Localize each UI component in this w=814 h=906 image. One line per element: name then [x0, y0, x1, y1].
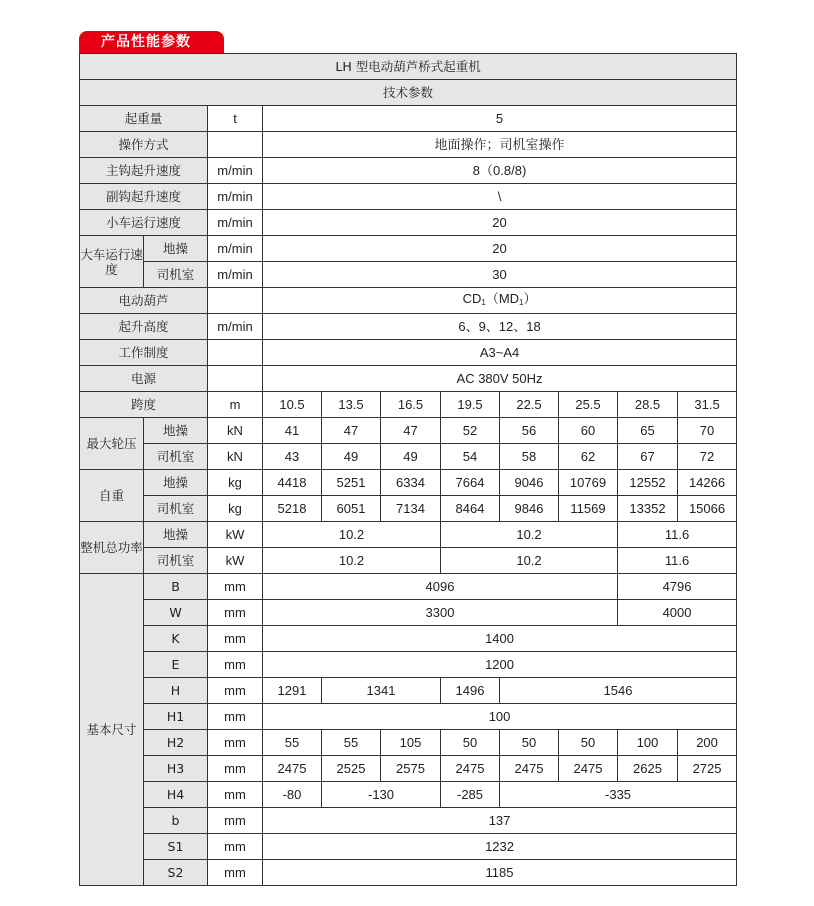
table-row	[80, 366, 737, 392]
table-row	[80, 522, 737, 548]
value-cell: 2475	[500, 756, 559, 782]
table-row	[80, 106, 737, 132]
value-cell: 1185	[263, 860, 737, 886]
sub-label: 司机室	[144, 262, 208, 288]
table-row	[80, 678, 737, 704]
value-cell: 25.5	[559, 392, 618, 418]
table-row	[80, 652, 737, 678]
value-cell: 1546	[500, 678, 737, 704]
value-cell: 62	[559, 444, 618, 470]
value-cell: \	[263, 184, 737, 210]
group-label: 整机总功率	[80, 522, 144, 574]
sub-label: H1	[144, 704, 208, 730]
unit-cell: mm	[208, 600, 263, 626]
value-cell: 52	[441, 418, 500, 444]
row-label: 起升高度	[80, 314, 208, 340]
unit-cell	[208, 366, 263, 392]
table-row	[80, 756, 737, 782]
value-cell: 22.5	[500, 392, 559, 418]
unit-cell: mm	[208, 834, 263, 860]
value-cell: 20	[263, 236, 737, 262]
value-cell: 6051	[322, 496, 381, 522]
group-label: 最大轮压	[80, 418, 144, 470]
table-row	[80, 444, 737, 470]
unit-cell: kg	[208, 470, 263, 496]
table-row	[80, 340, 737, 366]
table-row	[80, 132, 737, 158]
value-cell: 105	[381, 730, 441, 756]
value-cell: 20	[263, 210, 737, 236]
table-row	[80, 834, 737, 860]
value-cell: 10.5	[263, 392, 322, 418]
table-row	[80, 210, 737, 236]
unit-cell: kN	[208, 418, 263, 444]
value-cell: 100	[263, 704, 737, 730]
table-row	[80, 288, 737, 314]
sub-label: S2	[144, 860, 208, 886]
value-cell: 4000	[618, 600, 737, 626]
table-row	[80, 730, 737, 756]
sub-label: H2	[144, 730, 208, 756]
table-row	[80, 236, 737, 262]
unit-cell: kW	[208, 548, 263, 574]
sub-label: H	[144, 678, 208, 704]
unit-cell: mm	[208, 756, 263, 782]
value-cell: 49	[322, 444, 381, 470]
value-cell: 2525	[322, 756, 381, 782]
unit-cell: t	[208, 106, 263, 132]
row-label: 小车运行速度	[80, 210, 208, 236]
value-cell: 50	[441, 730, 500, 756]
value-cell: 7134	[381, 496, 441, 522]
value-cell: 200	[678, 730, 737, 756]
spec-table	[79, 53, 737, 886]
value-cell: 1400	[263, 626, 737, 652]
unit-cell: m	[208, 392, 263, 418]
row-label: 起重量	[80, 106, 208, 132]
section-tab-title: 产品性能参数	[79, 31, 224, 53]
value-cell: 54	[441, 444, 500, 470]
value-cell: AC 380V 50Hz	[263, 366, 737, 392]
value-cell: $CD_1(MD_1)$	[263, 288, 737, 314]
value-cell: 41	[263, 418, 322, 444]
sub-label: 司机室	[144, 548, 208, 574]
table-row	[80, 808, 737, 834]
unit-cell: mm	[208, 626, 263, 652]
table-row	[80, 158, 737, 184]
sub-label: B	[144, 574, 208, 600]
unit-cell: m/min	[208, 262, 263, 288]
value-cell: 50	[500, 730, 559, 756]
value-cell: 31.5	[678, 392, 737, 418]
sub-label: b	[144, 808, 208, 834]
value-cell: 100	[618, 730, 678, 756]
value-cell: 1291	[263, 678, 322, 704]
unit-cell: m/min	[208, 184, 263, 210]
table-row	[80, 548, 737, 574]
value-cell: 1341	[322, 678, 441, 704]
value-cell: 5251	[322, 470, 381, 496]
sub-label: 司机室	[144, 444, 208, 470]
unit-cell: kW	[208, 522, 263, 548]
unit-cell: m/min	[208, 236, 263, 262]
value-cell: A3~A4	[263, 340, 737, 366]
value-cell: 4096	[263, 574, 618, 600]
value-cell: 1200	[263, 652, 737, 678]
table-row	[80, 782, 737, 808]
value-cell: 2475	[441, 756, 500, 782]
value-cell: 67	[618, 444, 678, 470]
unit-cell: mm	[208, 782, 263, 808]
value-cell: 8464	[441, 496, 500, 522]
value-cell: 60	[559, 418, 618, 444]
value-cell: 30	[263, 262, 737, 288]
value-cell: 16.5	[381, 392, 441, 418]
value-cell: 15066	[678, 496, 737, 522]
sub-label: 地操	[144, 236, 208, 262]
table-row	[80, 860, 737, 886]
sub-label: S1	[144, 834, 208, 860]
value-cell: 6、9、12、18	[263, 314, 737, 340]
value-cell: 56	[500, 418, 559, 444]
row-label: 副钩起升速度	[80, 184, 208, 210]
table-row	[80, 418, 737, 444]
value-cell: 9846	[500, 496, 559, 522]
value-cell: 47	[381, 418, 441, 444]
table-row	[80, 626, 737, 652]
sub-label: 地操	[144, 470, 208, 496]
value-cell: 55	[263, 730, 322, 756]
value-cell: 2475	[263, 756, 322, 782]
value-cell: 5	[263, 106, 737, 132]
value-cell: 2725	[678, 756, 737, 782]
table-row	[80, 600, 737, 626]
value-cell: 19.5	[441, 392, 500, 418]
table-row	[80, 574, 737, 600]
table-row	[80, 392, 737, 418]
value-cell: 47	[322, 418, 381, 444]
table-title: LH 型电动葫芦桥式起重机	[80, 54, 737, 80]
row-label: 工作制度	[80, 340, 208, 366]
value-cell: 70	[678, 418, 737, 444]
value-cell: 1232	[263, 834, 737, 860]
sub-label: K	[144, 626, 208, 652]
table-row	[80, 496, 737, 522]
unit-cell: mm	[208, 730, 263, 756]
value-cell: 137	[263, 808, 737, 834]
group-label: 基本尺寸	[80, 574, 144, 886]
value-cell: 10.2	[441, 522, 618, 548]
sub-label: 地操	[144, 522, 208, 548]
unit-cell	[208, 132, 263, 158]
value-cell: 13352	[618, 496, 678, 522]
value-cell: 11569	[559, 496, 618, 522]
unit-cell: m/min	[208, 158, 263, 184]
unit-cell: kg	[208, 496, 263, 522]
value-cell: 9046	[500, 470, 559, 496]
unit-cell: m/min	[208, 314, 263, 340]
unit-cell: m/min	[208, 210, 263, 236]
value-cell: 11.6	[618, 522, 737, 548]
value-cell: 55	[322, 730, 381, 756]
row-label: 操作方式	[80, 132, 208, 158]
sub-label: H3	[144, 756, 208, 782]
table-row	[80, 314, 737, 340]
sub-label: H4	[144, 782, 208, 808]
value-cell: 10.2	[263, 548, 441, 574]
value-cell: -335	[500, 782, 737, 808]
value-cell: 72	[678, 444, 737, 470]
value-cell: 10.2	[263, 522, 441, 548]
value-cell: 65	[618, 418, 678, 444]
value-cell: 43	[263, 444, 322, 470]
unit-cell: mm	[208, 574, 263, 600]
value-cell: 58	[500, 444, 559, 470]
value-cell: 2475	[559, 756, 618, 782]
value-cell: -80	[263, 782, 322, 808]
value-cell: 8（0.8/8)	[263, 158, 737, 184]
value-cell: 2575	[381, 756, 441, 782]
value-cell: 3300	[263, 600, 618, 626]
value-cell: 6334	[381, 470, 441, 496]
row-label: 电动葫芦	[80, 288, 208, 314]
unit-cell	[208, 288, 263, 314]
row-label: 跨度	[80, 392, 208, 418]
unit-cell: mm	[208, 652, 263, 678]
value-cell: 4796	[618, 574, 737, 600]
unit-cell: mm	[208, 860, 263, 886]
table-row	[80, 184, 737, 210]
value-cell: 5218	[263, 496, 322, 522]
value-cell: 49	[381, 444, 441, 470]
value-cell: 4418	[263, 470, 322, 496]
row-label: 电源	[80, 366, 208, 392]
value-cell: 2625	[618, 756, 678, 782]
table-subtitle: 技术参数	[80, 80, 737, 106]
value-cell: 7664	[441, 470, 500, 496]
value-cell: 1496	[441, 678, 500, 704]
unit-cell: mm	[208, 808, 263, 834]
sub-label: 司机室	[144, 496, 208, 522]
value-cell: 10769	[559, 470, 618, 496]
table-row	[80, 704, 737, 730]
table-row	[80, 262, 737, 288]
value-cell: 14266	[678, 470, 737, 496]
group-label: 自重	[80, 470, 144, 522]
sub-label: E	[144, 652, 208, 678]
sub-label: W	[144, 600, 208, 626]
group-label: 大车运行速度	[80, 236, 144, 288]
value-cell: 10.2	[441, 548, 618, 574]
value-cell: 地面操作；司机室操作	[263, 132, 737, 158]
value-cell: -285	[441, 782, 500, 808]
value-cell: 12552	[618, 470, 678, 496]
unit-cell: mm	[208, 678, 263, 704]
unit-cell	[208, 340, 263, 366]
row-label: 主钩起升速度	[80, 158, 208, 184]
table-row	[80, 470, 737, 496]
unit-cell: mm	[208, 704, 263, 730]
value-cell: 13.5	[322, 392, 381, 418]
value-cell: 11.6	[618, 548, 737, 574]
value-cell: -130	[322, 782, 441, 808]
value-cell: 50	[559, 730, 618, 756]
value-cell: 28.5	[618, 392, 678, 418]
unit-cell: kN	[208, 444, 263, 470]
sub-label: 地操	[144, 418, 208, 444]
